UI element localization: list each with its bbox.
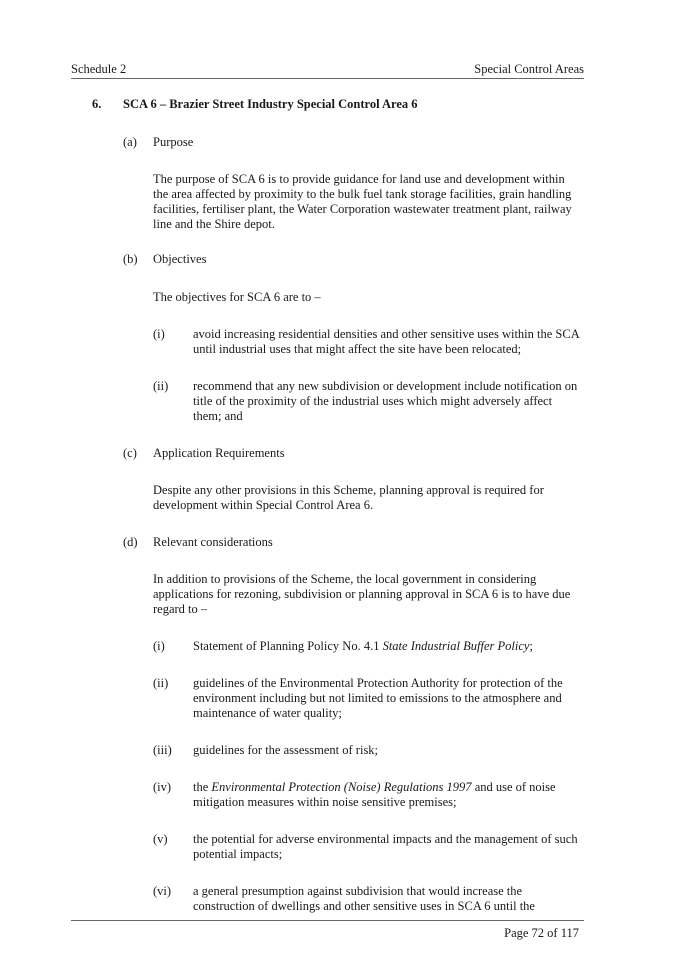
footer-rule bbox=[71, 920, 584, 921]
clause-b-intro: The objectives for SCA 6 are to – bbox=[153, 290, 321, 304]
clause-b-item-1-text: avoid increasing residential densities and other sensitive uses within the SCA until industrial uses that might affect the site have been relocated; bbox=[193, 327, 580, 356]
clause-c-heading: Application Requirements bbox=[153, 446, 285, 460]
clause-d-intro: In addition to provisions of the Scheme, the local government in considering applications for rezoning, subdivision or planning approval in SCA 6 is to have due regard to – bbox=[153, 572, 571, 616]
header-rule bbox=[71, 78, 584, 79]
clause-d-item-4-label: (iv) bbox=[153, 780, 172, 794]
clause-b-heading: Objectives bbox=[153, 252, 207, 266]
clause-d-item-5-label: (v) bbox=[153, 832, 168, 846]
clause-d-item-4-text bbox=[193, 780, 583, 810]
clause-d-item-4-post: and use of noise mitigation measures within noise sensitive premises; bbox=[193, 780, 556, 809]
header-right: Special Control Areas bbox=[474, 62, 584, 76]
clause-d-item-2-label: (ii) bbox=[153, 676, 169, 690]
clause-d-label: (d) bbox=[123, 535, 138, 549]
clause-c-text: Despite any other provisions in this Scheme, planning approval is required for development within Special Control Area 6. bbox=[153, 483, 544, 512]
clause-d-item-1-text bbox=[193, 639, 583, 654]
clause-d-heading: Relevant considerations bbox=[153, 535, 273, 549]
clause-a-heading: Purpose bbox=[153, 135, 194, 149]
clause-d-item-1-policy-title: State Industrial Buffer Policy bbox=[382, 639, 530, 653]
clause-c-label: (c) bbox=[123, 446, 137, 460]
clause-b-label: (b) bbox=[123, 252, 138, 266]
clause-b-item-2-label: (ii) bbox=[153, 379, 169, 393]
clause-d-item-4-regulation-title: Environmental Protection (Noise) Regulations 1997 bbox=[211, 780, 472, 794]
header-left: Schedule 2 bbox=[71, 62, 127, 76]
clause-b-item-2-text: recommend that any new subdivision or development include notification on title of the proximity of the industrial uses which might adversely affect them; and bbox=[193, 379, 578, 423]
clause-d-item-2-text: guidelines of the Environmental Protection Authority for protection of the environment including but not limited to emissions to the atmosphere and maintenance of water quality; bbox=[193, 676, 563, 720]
clause-d-item-6-text: a general presumption against subdivision that would increase the construction of dwellings and other sensitive uses in SCA 6 until the bbox=[193, 884, 535, 913]
clause-d-item-3-label: (iii) bbox=[153, 743, 172, 757]
clause-d-item-6-label: (vi) bbox=[153, 884, 172, 898]
clause-d-item-4-pre: the bbox=[193, 780, 212, 794]
section-title: SCA 6 – Brazier Street Industry Special Control Area 6 bbox=[123, 97, 418, 111]
clause-d-item-5-text: the potential for adverse environmental impacts and the management of such potential impacts; bbox=[193, 832, 578, 861]
clause-d-item-3-text: guidelines for the assessment of risk; bbox=[193, 743, 379, 757]
clause-d-item-1-pre: Statement of Planning Policy No. 4.1 bbox=[193, 639, 383, 653]
clause-d-item-1-post: ; bbox=[529, 639, 533, 653]
page-number: Page 72 of 117 bbox=[504, 926, 579, 940]
clause-a-label: (a) bbox=[123, 135, 137, 149]
section-number: 6. bbox=[92, 97, 102, 111]
clause-b-item-1-label: (i) bbox=[153, 327, 165, 341]
clause-a-text: The purpose of SCA 6 is to provide guidance for land use and development within the area affected by proximity to the bulk fuel tank storage facilities, grain handling facilities, fertiliser plant, the Water Corporation wastewater treatment plant, railway line and the Shire depot. bbox=[153, 172, 572, 231]
clause-d-item-1-label: (i) bbox=[153, 639, 165, 653]
